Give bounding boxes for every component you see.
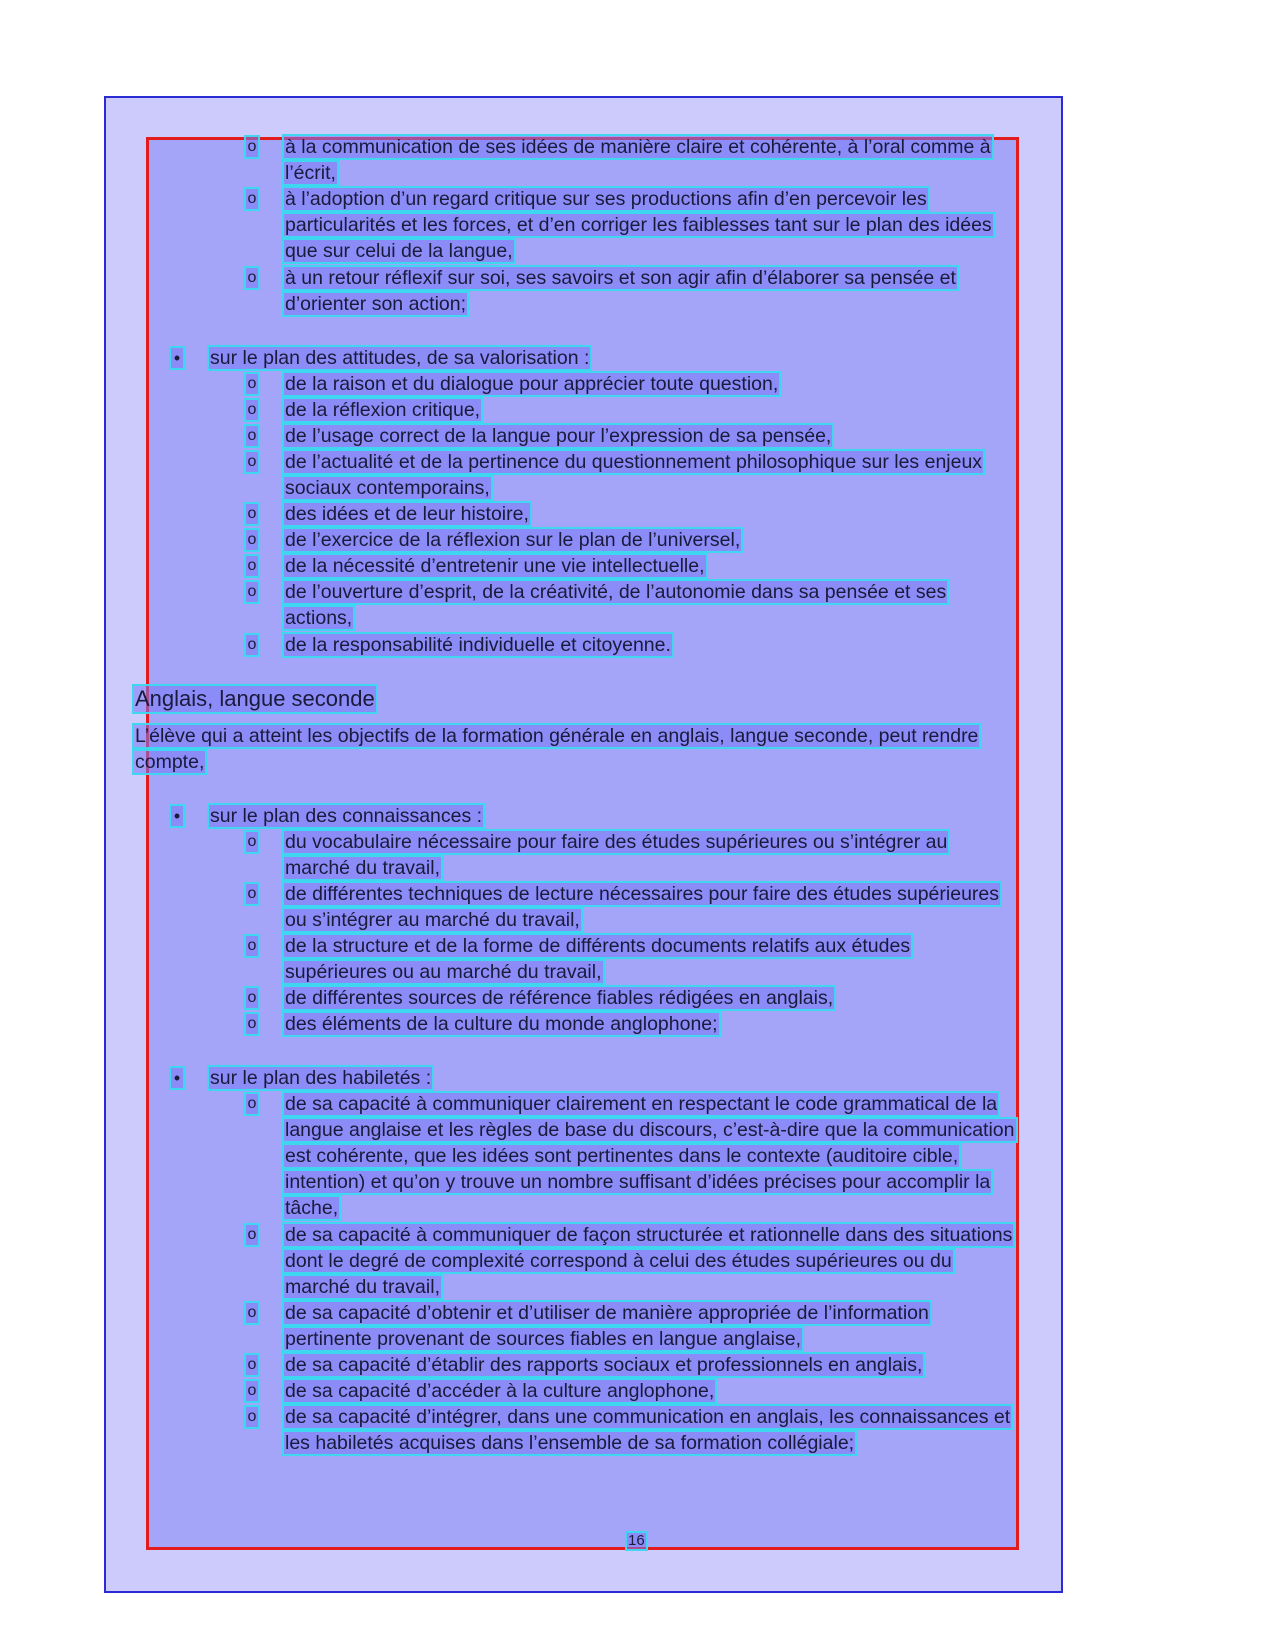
sub-bullet-marker: o <box>247 1356 257 1373</box>
sub-bullet-marker: o <box>247 1304 257 1321</box>
text-line: est cohérente, que les idées sont pertinentes dans le contexte (auditoire cible, <box>285 1145 959 1167</box>
text-line: l’écrit, <box>285 162 336 184</box>
sub-bullet-marker: o <box>247 1226 257 1243</box>
sub-bullet-marker: o <box>247 1095 257 1112</box>
sub-bullet-marker: o <box>247 833 257 850</box>
bullet-marker: • <box>171 806 183 826</box>
sub-bullet-marker: o <box>247 138 257 155</box>
text-line: de sa capacité à communiquer clairement en respectant le code grammatical de la <box>285 1093 998 1115</box>
text-line: à la communication de ses idées de manière claire et cohérente, à l’oral comme à <box>285 136 991 158</box>
text-line: que sur celui de la langue, <box>285 240 513 262</box>
text-line: compte, <box>135 751 205 773</box>
text-line: pertinente provenant de sources fiables en langue anglaise, <box>285 1328 802 1350</box>
text-line: les habiletés acquises dans l’ensemble de sa formation collégiale; <box>285 1432 855 1454</box>
sub-bullet-marker: o <box>247 1015 257 1032</box>
text-line: à un retour réflexif sur soi, ses savoirs et son agir afin d’élaborer sa pensée et <box>285 267 956 289</box>
sub-bullet-marker: o <box>247 557 257 574</box>
sub-bullet-marker: o <box>247 989 257 1006</box>
text-line: ou s’intégrer au marché du travail, <box>285 909 580 931</box>
sub-bullet-marker: o <box>247 937 257 954</box>
sub-bullet-marker: o <box>247 505 257 522</box>
text-line: de sa capacité d’accéder à la culture anglophone, <box>285 1380 715 1402</box>
text-line: de sa capacité d’intégrer, dans une communication en anglais, les connaissances et <box>285 1406 1011 1428</box>
text-line: de l’actualité et de la pertinence du questionnement philosophique sur les enjeux <box>285 451 983 473</box>
text-line: actions, <box>285 607 353 629</box>
sub-bullet-marker: o <box>247 401 257 418</box>
sub-bullet-marker: o <box>247 1382 257 1399</box>
text-line: de sa capacité d’obtenir et d’utiliser de manière appropriée de l’information <box>285 1302 929 1324</box>
sub-bullet-marker: o <box>247 885 257 902</box>
text-line: de l’usage correct de la langue pour l’expression de sa pensée, <box>285 425 832 447</box>
bullet-marker: • <box>171 348 183 368</box>
sub-bullet-marker: o <box>247 1408 257 1425</box>
sub-bullet-marker: o <box>247 636 257 653</box>
sub-bullet-marker: o <box>247 375 257 392</box>
text-line: de sa capacité à communiquer de façon structurée et rationnelle dans des situations <box>285 1224 1013 1246</box>
text-line: de la réflexion critique, <box>285 399 481 421</box>
text-line: de sa capacité d’établir des rapports sociaux et professionnels en anglais, <box>285 1354 923 1376</box>
section-heading: Anglais, langue seconde <box>135 686 375 711</box>
text-line: de la nécessité d’entretenir une vie intellectuelle, <box>285 555 705 577</box>
page-number: 16 <box>628 1532 645 1549</box>
text-line: de différentes techniques de lecture nécessaires pour faire des études supérieures <box>285 883 999 905</box>
sub-bullet-marker: o <box>247 531 257 548</box>
sub-bullet-marker: o <box>247 190 257 207</box>
text-line: particularités et les forces, et d’en corriger les faiblesses tant sur le plan des idées <box>285 214 992 236</box>
text-line: de l’ouverture d’esprit, de la créativité, de l’autonomie dans sa pensée et ses <box>285 581 947 603</box>
text-line: tâche, <box>285 1197 339 1219</box>
text-line: des idées et de leur histoire, <box>285 503 529 525</box>
text-line: sociaux contemporains, <box>285 477 490 499</box>
text-line: d’orienter son action; <box>285 293 467 315</box>
text-line: langue anglaise et les règles de base du discours, c’est-à-dire que la communication <box>285 1119 1015 1141</box>
text-line: marché du travail, <box>285 1276 440 1298</box>
text-line: supérieures ou au marché du travail, <box>285 961 602 983</box>
text-line: marché du travail, <box>285 857 440 879</box>
text-line: de différentes sources de référence fiables rédigées en anglais, <box>285 987 834 1009</box>
text-line: sur le plan des attitudes, de sa valorisation : <box>210 347 590 369</box>
text-line: à l’adoption d’un regard critique sur ses productions afin d’en percevoir les <box>285 188 927 210</box>
text-line: intention) et qu’on y trouve un nombre suffisant d’idées précises pour accomplir la <box>285 1171 991 1193</box>
sub-bullet-marker: o <box>247 453 257 470</box>
text-line: sur le plan des connaissances : <box>210 805 483 827</box>
text-line: sur le plan des habiletés : <box>210 1067 432 1089</box>
sub-bullet-marker: o <box>247 427 257 444</box>
bullet-marker: • <box>171 1068 183 1088</box>
text-line: de la responsabilité individuelle et citoyenne. <box>285 634 671 656</box>
sub-bullet-marker: o <box>247 269 257 286</box>
text-line: du vocabulaire nécessaire pour faire des études supérieures ou s’intégrer au <box>285 831 948 853</box>
text-line: de la structure et de la forme de différents documents relatifs aux études <box>285 935 911 957</box>
text-line: L’élève qui a atteint les objectifs de la formation générale en anglais, langue seconde, peut rendre <box>135 725 979 747</box>
text-line: de la raison et du dialogue pour apprécier toute question, <box>285 373 779 395</box>
text-line: des éléments de la culture du monde anglophone; <box>285 1013 718 1035</box>
sub-bullet-marker: o <box>247 583 257 600</box>
text-line: de l’exercice de la réflexion sur le plan de l’universel, <box>285 529 741 551</box>
text-line: dont le degré de complexité correspond à celui des études supérieures ou du <box>285 1250 952 1272</box>
